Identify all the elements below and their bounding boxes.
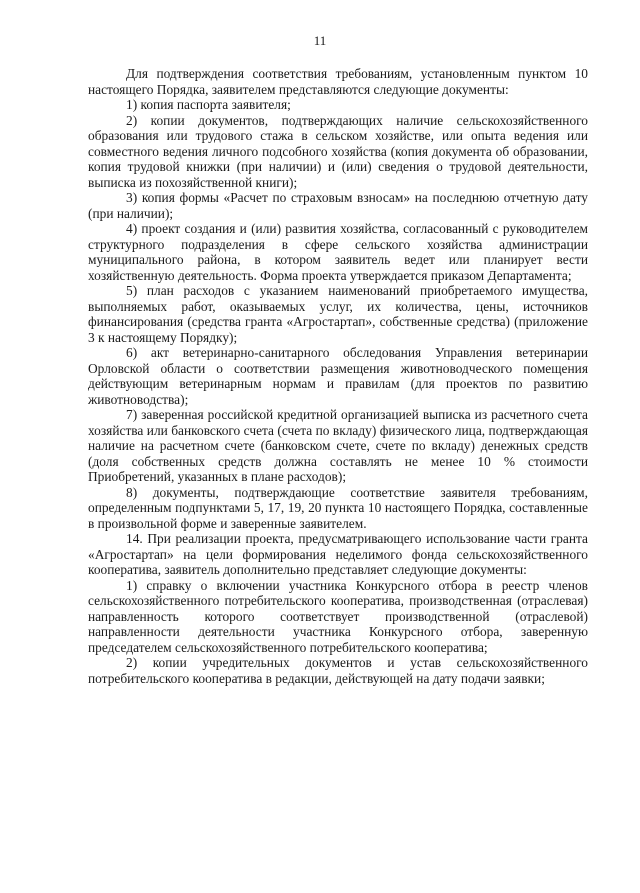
list-item-2: 2) копии документов, подтверждающих наличие сельскохозяйственного образования или трудового стажа в сельском хозяйстве, или опыта ведения или совместного ведения личного подсобного хозяйства (копия документа об образовании, копия трудовой книжки (при наличии) и (или) сведения о трудовой деятельности, выписка из похозяйственной книги); (88, 112, 588, 190)
section-14: 14. При реализации проекта, предусматривающего использование части гранта «Агростартап» на цели формирования неделимого фонда сельскохозяйственного кооператива, заявитель дополнительно представляет следующие документы: (88, 531, 588, 577)
document-body (88, 66, 588, 686)
list-item-3: 3) копия формы «Расчет по страховым взносам» на последнюю отчетную дату (при наличии); (88, 190, 588, 221)
list-item-8: 8) документы, подтверждающие соответствие заявителя требованиям, определенным подпунктами 5, 17, 19, 20 пункта 10 настоящего Порядка, составленные в произвольной форме и заверенные заявителем. (88, 484, 588, 531)
page-number: 11 (313, 33, 327, 48)
list-item-7: 7) заверенная российской кредитной организацией выписка из расчетного счета хозяйства или банковского счета (счета по вкладу) физического лица, подтверждающая наличие на расчетном счете (банковском счете, счете по вкладу) денежных средств (доля собственных средств должна составлять не менее 10 % стоимости Приобретений, указанных в плане расходов); (88, 407, 588, 484)
paragraph-intro: Для подтверждения соответствия требованиям, установленным пунктом 10 настоящего Порядка, заявителем представляются следующие документы: (88, 66, 588, 97)
list-item-1: 1) копия паспорта заявителя; (126, 97, 291, 112)
list-item-6: 6) акт ветеринарно-санитарного обследования Управления ветеринарии Орловской области о соответствии размещения животноводческого помещения действующим ветеринарным нормам и правилам (для проектов по развитию животноводства); (88, 345, 588, 407)
list-item-5: 5) план расходов с указанием наименований приобретаемого имущества, выполняемых работ, оказываемых услуг, их количества, цены, источников финансирования (средства гранта «Агростартап», собственные средства) (приложение 3 к настоящему Порядку); (88, 283, 588, 345)
section-14-item-2: 2) копии учредительных документов и устав сельскохозяйственного потребительского кооператива в редакции, действующей на дату подачи заявки; (88, 655, 588, 686)
section-14-item-1: 1) справку о включении участника Конкурсного отбора в реестр членов сельскохозяйственного потребительского кооператива, производственная (отраслевая) направленность которого соответствует производственной (отраслевой) направленности деятельности участника Конкурсного отбора, заверенную председателем сельскохозяйственного потребительского кооператива; (88, 577, 588, 655)
list-item-4: 4) проект создания и (или) развития хозяйства, согласованный с руководителем структурного подразделения в сфере сельского хозяйства администрации муниципального района, в котором заявитель ведет или планирует вести хозяйственную деятельность. Форма проекта утверждается приказом Департамента; (88, 221, 588, 283)
